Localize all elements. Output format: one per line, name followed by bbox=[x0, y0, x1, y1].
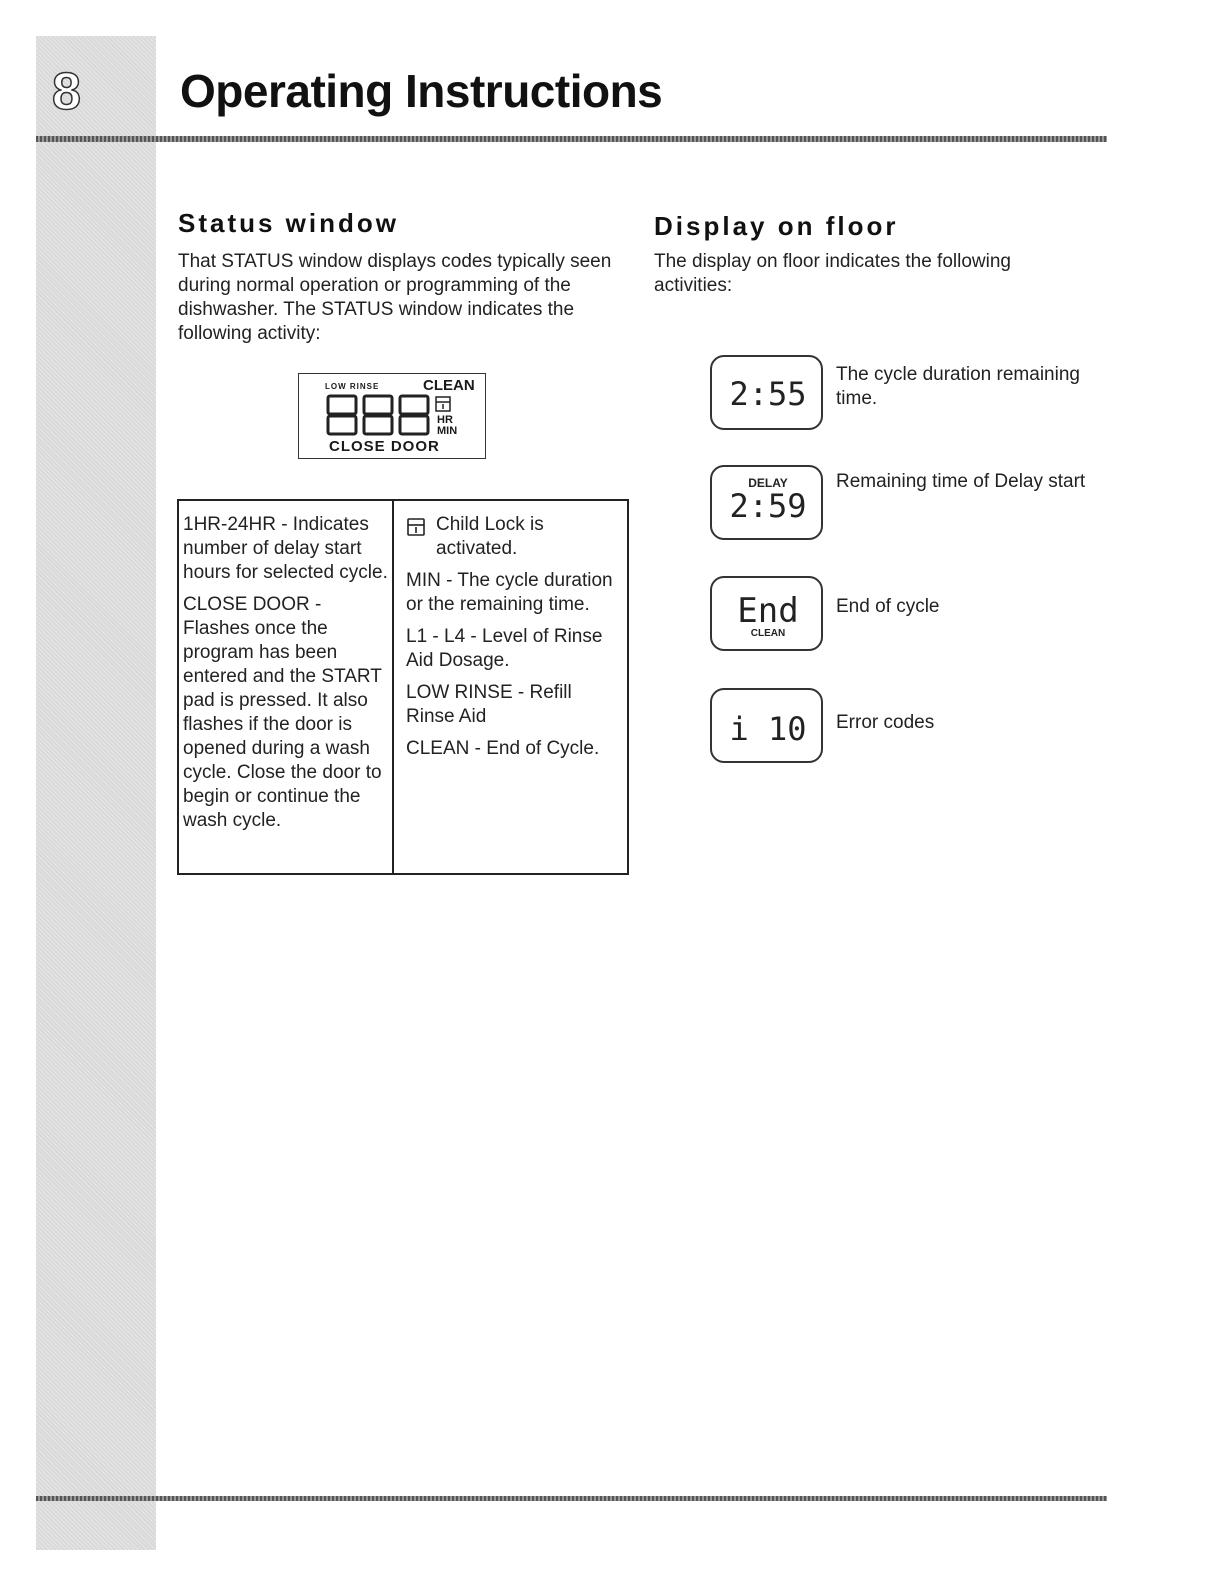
floor-display-end bbox=[710, 576, 823, 651]
floor-label-delay: Remaining time of Delay start bbox=[836, 471, 1086, 492]
page-title: Operating Instructions bbox=[180, 65, 663, 117]
status-window-intro: That STATUS window displays codes typically seen during normal operation or programming of the dishwasher. The STATUS window indicates the following activity: bbox=[178, 251, 612, 344]
header-rule bbox=[36, 136, 1107, 142]
hr-min-indicator bbox=[437, 415, 457, 437]
floor-display-digits-icon bbox=[712, 578, 825, 653]
floor-display-digits: i 10 bbox=[729, 710, 807, 748]
child-lock-icon bbox=[406, 517, 426, 539]
floor-label-remaining-time: The cycle duration remaining time. bbox=[836, 364, 1080, 409]
status-codes-right-column bbox=[394, 501, 627, 873]
seven-segment-digits-icon bbox=[325, 393, 433, 437]
delay-hours-description: 1HR-24HR - Indicates number of delay start hours for selected cycle. bbox=[183, 514, 388, 583]
floor-label-error: Error codes bbox=[836, 712, 935, 733]
sidebar-band bbox=[36, 36, 156, 1550]
display-on-floor-intro: The display on floor indicates the following activities: bbox=[654, 251, 1011, 296]
page-number: 8 bbox=[52, 63, 81, 121]
floor-display-remaining-time bbox=[710, 355, 823, 430]
child-lock-text: Child Lock is activated. bbox=[436, 514, 544, 559]
floor-display-digits-icon bbox=[712, 467, 825, 542]
clean-tag: CLEAN bbox=[750, 628, 786, 639]
status-codes-left-column bbox=[179, 501, 394, 873]
low-rinse-description: LOW RINSE - Refill Rinse Aid bbox=[406, 682, 572, 727]
child-lock-icon bbox=[435, 396, 451, 412]
min-description: MIN - The cycle duration or the remaining time. bbox=[406, 570, 613, 615]
status-window-heading: Status window bbox=[178, 208, 399, 238]
footer-rule bbox=[36, 1496, 1107, 1501]
status-window-graphic bbox=[298, 373, 486, 459]
floor-label-end: End of cycle bbox=[836, 596, 940, 617]
floor-display-digits-icon bbox=[712, 357, 825, 432]
child-lock-description bbox=[406, 513, 623, 561]
min-label: MIN bbox=[437, 425, 458, 437]
rinse-level-description: L1 - L4 - Level of Rinse Aid Dosage. bbox=[406, 626, 603, 671]
clean-indicator: CLEAN bbox=[423, 377, 475, 394]
low-rinse-indicator: LOW RINSE bbox=[325, 382, 380, 391]
clean-description: CLEAN - End of Cycle. bbox=[406, 738, 600, 759]
delay-tag: DELAY bbox=[748, 476, 788, 490]
floor-display-digits: 2:59 bbox=[729, 487, 807, 525]
floor-display-digits: 2:55 bbox=[729, 375, 807, 413]
status-codes-table bbox=[177, 499, 629, 875]
floor-display-digits-icon bbox=[712, 690, 825, 765]
floor-display-delay bbox=[710, 465, 823, 540]
floor-display-error bbox=[710, 688, 823, 763]
hr-label: HR bbox=[437, 414, 453, 426]
floor-display-digits: End bbox=[737, 591, 799, 631]
close-door-description: CLOSE DOOR - Flashes once the program has been entered and the START pad is pressed. It also flashes if the door is opened during a wash cycle. Close the door to begin or continue the wash cycle. bbox=[183, 594, 382, 831]
display-on-floor-heading: Display on floor bbox=[654, 211, 899, 241]
close-door-indicator: CLOSE DOOR bbox=[329, 438, 440, 455]
